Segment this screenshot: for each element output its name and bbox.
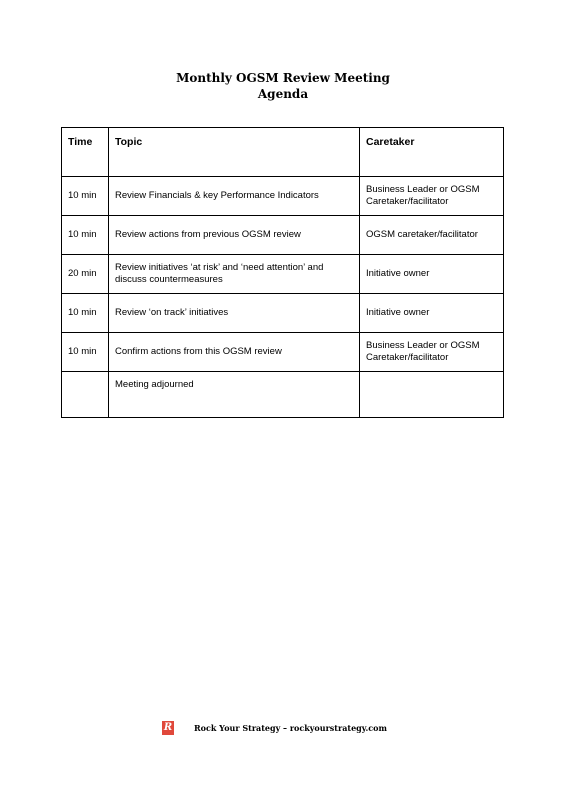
header-topic: Topic: [109, 128, 360, 177]
cell-caretaker: [360, 372, 504, 418]
cell-time: 20 min: [62, 255, 109, 294]
cell-topic: Review Financials & key Performance Indicators: [109, 177, 360, 216]
agenda-table-body: [62, 177, 504, 418]
title-line-2: Agenda: [257, 87, 309, 101]
table-row: [62, 333, 504, 372]
agenda-table-header: [62, 128, 504, 177]
cell-caretaker: OGSM caretaker/facilitator: [360, 216, 504, 255]
cell-topic: Review initiatives ‘at risk’ and ‘need attention’ and discuss countermeasures: [109, 255, 360, 294]
page-footer: [0, 721, 566, 737]
cell-topic: Review actions from previous OGSM review: [109, 216, 360, 255]
cell-time: 10 min: [62, 216, 109, 255]
table-row: [62, 177, 504, 216]
cell-caretaker: Business Leader or OGSM Caretaker/facilitator: [360, 333, 504, 372]
cell-topic: Confirm actions from this OGSM review: [109, 333, 360, 372]
cell-caretaker: Initiative owner: [360, 294, 504, 333]
cell-time: [62, 372, 109, 418]
cell-topic: Review ‘on track’ initiatives: [109, 294, 360, 333]
header-caretaker: Caretaker: [360, 128, 504, 177]
table-row: [62, 255, 504, 294]
cell-time: 10 min: [62, 177, 109, 216]
cell-caretaker: Initiative owner: [360, 255, 504, 294]
header-time: Time: [62, 128, 109, 177]
document-title: [0, 70, 566, 102]
rock-your-strategy-logo-icon: R: [163, 722, 173, 733]
cell-caretaker: Business Leader or OGSM Caretaker/facilitator: [360, 177, 504, 216]
agenda-table: [61, 127, 504, 418]
cell-topic: Meeting adjourned: [109, 372, 360, 418]
cell-time: 10 min: [62, 294, 109, 333]
cell-time: 10 min: [62, 333, 109, 372]
title-line-1: Monthly OGSM Review Meeting: [176, 71, 390, 85]
table-row: [62, 216, 504, 255]
footer-text: Rock Your Strategy – rockyourstrategy.com: [194, 723, 387, 733]
table-row: [62, 294, 504, 333]
table-row: [62, 372, 504, 418]
header-row: [62, 128, 504, 177]
